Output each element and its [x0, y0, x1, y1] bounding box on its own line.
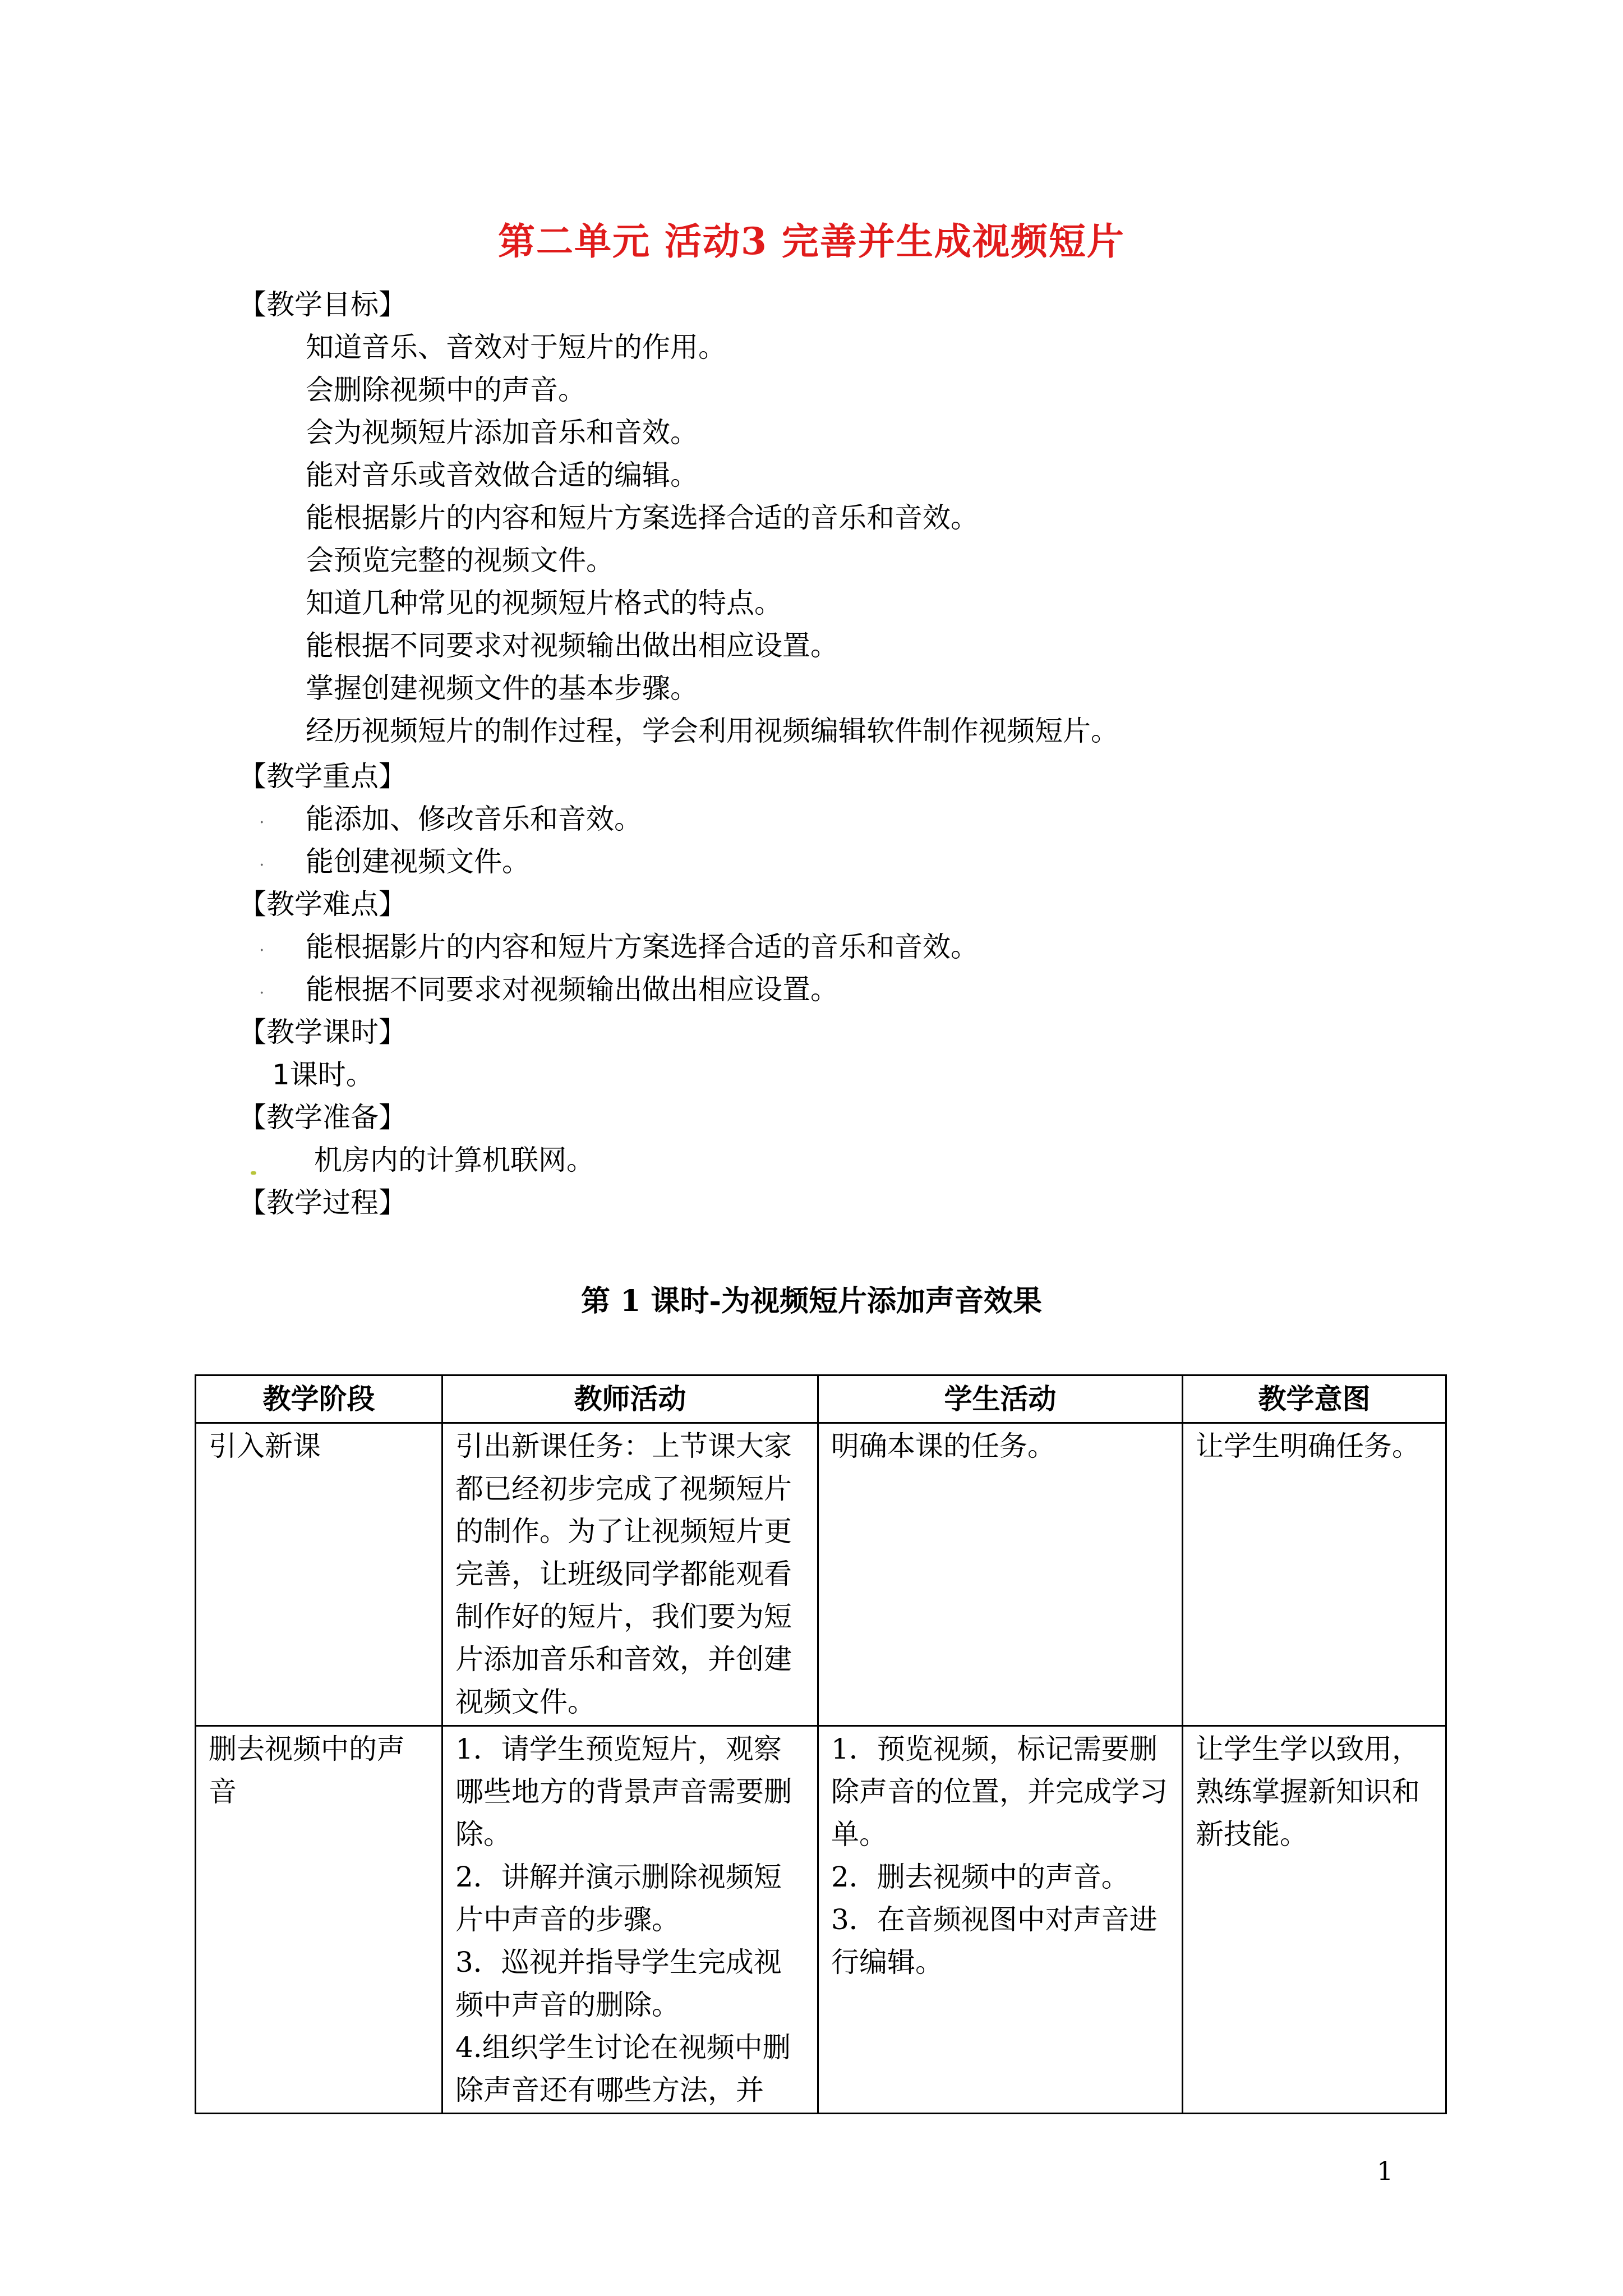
bullet-dot: . — [259, 850, 265, 870]
teacher-activity-cell — [442, 1726, 818, 2114]
bullet-dot: . — [259, 808, 265, 827]
table-header-cell: 学生活动 — [818, 1375, 1183, 1423]
stage-cell: 删去视频中的声音 — [196, 1726, 442, 2114]
lesson-table — [195, 1374, 1447, 2114]
student-activity-cell — [818, 1726, 1183, 2114]
key-point-item: 能添加、修改音乐和音效。 — [306, 803, 642, 835]
teacher-activity-text: 4.组织学生讨论在视频中删除声音还有哪些方法，并 — [455, 2031, 791, 2106]
preparation-value: 机房内的计算机联网。 — [314, 1144, 594, 1176]
objective-item: 知道几种常见的视频短片格式的特点。 — [306, 587, 782, 619]
process-heading: 【教学过程】 — [238, 1186, 407, 1219]
highlight-mark — [251, 1171, 256, 1175]
table-row — [196, 1423, 1446, 1726]
teacher-activity-cell — [442, 1423, 818, 1726]
preparation-heading: 【教学准备】 — [238, 1101, 407, 1134]
objective-item: 经历视频短片的制作过程，学会利用视频编辑软件制作视频短片。 — [306, 715, 1119, 747]
objectives-heading: 【教学目标】 — [238, 288, 407, 321]
hours-value: 1课时。 — [272, 1059, 374, 1091]
teacher-activity-text: 引出新课任务：上节课大家都已经初步完成了视频短片的制作。为了让视频短片更完善，让班级同学都能观看制作好的短片，我们要为短片添加音乐和音效，并创建视频文件。 — [455, 1430, 792, 1718]
table-row — [196, 1726, 1446, 2114]
table-header-cell: 教学意图 — [1183, 1375, 1446, 1423]
student-activity-text: 3．在音频视图中对声音进行编辑。 — [831, 1903, 1158, 1978]
table-header-row — [196, 1375, 1446, 1423]
student-activity-text: 2．删去视频中的声音。 — [831, 1861, 1129, 1893]
table-header-cell: 教师活动 — [442, 1375, 818, 1423]
objective-item: 会删除视频中的声音。 — [306, 374, 586, 406]
table-header-cell: 教学阶段 — [196, 1375, 442, 1423]
objective-item: 能根据影片的内容和短片方案选择合适的音乐和音效。 — [306, 501, 979, 534]
stage-cell: 引入新课 — [196, 1423, 442, 1726]
objective-item: 会预览完整的视频文件。 — [306, 544, 614, 577]
objective-item: 能对音乐或音效做合适的编辑。 — [306, 459, 698, 491]
key-point-item: 能创建视频文件。 — [306, 845, 530, 878]
document-title: 第二单元 活动3 完善并生成视频短片 — [498, 219, 1125, 263]
teacher-activity-text: 3．巡视并指导学生完成视频中声音的删除。 — [455, 1946, 782, 2021]
lesson-title: 第 1 课时-为视频短片添加声音效果 — [581, 1284, 1042, 1318]
key-points-heading: 【教学重点】 — [238, 760, 407, 793]
student-activity-text: 明确本课的任务。 — [831, 1430, 1055, 1462]
objective-item: 知道音乐、音效对于短片的作用。 — [306, 331, 726, 364]
bullet-dot: . — [259, 978, 265, 998]
intent-cell: 让学生明确任务。 — [1183, 1423, 1446, 1726]
hours-heading: 【教学课时】 — [238, 1016, 407, 1048]
objective-item: 掌握创建视频文件的基本步骤。 — [306, 672, 698, 705]
difficulty-item: 能根据不同要求对视频输出做出相应设置。 — [306, 973, 838, 1006]
intent-cell: 让学生学以致用，熟练掌握新知识和新技能。 — [1183, 1726, 1446, 2114]
student-activity-text: 1．预览视频，标记需要删除声音的位置，并完成学习单。 — [831, 1733, 1168, 1851]
objective-item: 会为视频短片添加音乐和音效。 — [306, 416, 698, 449]
teacher-activity-text: 1．请学生预览短片，观察哪些地方的背景声音需要删除。 — [455, 1733, 792, 1851]
page-number: 1 — [1377, 2156, 1394, 2186]
difficulties-heading: 【教学难点】 — [238, 888, 407, 921]
difficulty-item: 能根据影片的内容和短片方案选择合适的音乐和音效。 — [306, 931, 979, 963]
teacher-activity-text: 2．讲解并演示删除视频短片中声音的步骤。 — [455, 1861, 782, 1936]
objective-item: 能根据不同要求对视频输出做出相应设置。 — [306, 629, 838, 662]
bullet-dot: . — [259, 936, 265, 955]
student-activity-cell — [818, 1423, 1183, 1726]
